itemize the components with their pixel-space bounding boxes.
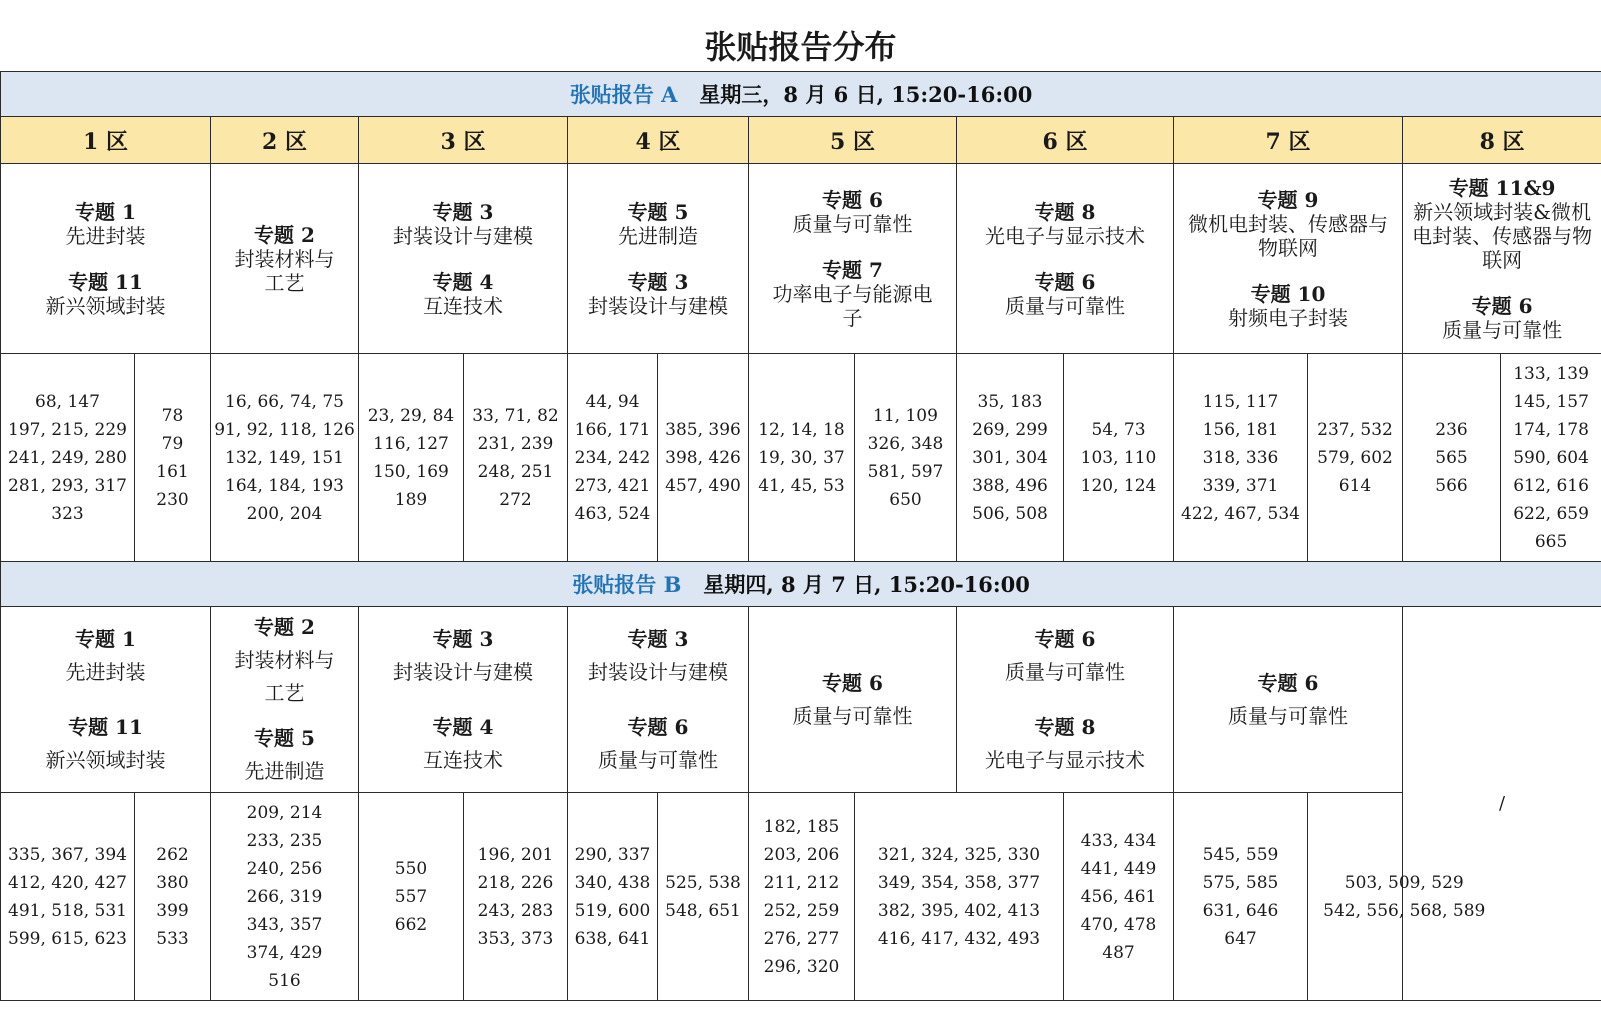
topic-heading: 专题 3 xyxy=(627,626,689,651)
topic-heading: 专题 6 xyxy=(822,187,883,212)
poster-number-line: 203, 206 xyxy=(763,844,840,865)
topic-heading: 专题 4 xyxy=(432,269,494,294)
topic-cell xyxy=(1,164,211,354)
poster-number-line: 612, 616 xyxy=(1513,475,1589,496)
zone-header-row xyxy=(1,117,1601,164)
topic-cell xyxy=(359,607,568,793)
topic-cell xyxy=(568,164,749,354)
session-a-topics-row xyxy=(1,164,1601,354)
poster-number-line: 321, 324, 325, 330 xyxy=(877,844,1041,865)
topic-name: 先进封装 xyxy=(65,223,146,248)
poster-number-line: 164, 184, 193 xyxy=(225,475,344,496)
poster-number-line: 545, 559 xyxy=(1202,844,1279,865)
poster-number-line: 579, 602 xyxy=(1317,447,1393,468)
poster-number-line: 650 xyxy=(889,489,922,510)
session-a-numbers-row xyxy=(1,354,1601,562)
poster-number-line: 103, 110 xyxy=(1080,447,1157,468)
poster-number-line: 647 xyxy=(1224,928,1257,949)
session-b-topics-row xyxy=(1,607,1601,793)
poster-number-line: 566 xyxy=(1435,475,1468,496)
poster-number-line: 503, 509, 529 xyxy=(1344,872,1464,893)
poster-numbers xyxy=(1174,354,1308,562)
poster-number-line: 156, 181 xyxy=(1202,419,1279,440)
topic-name: 射频电子封装 xyxy=(1228,305,1348,330)
session-b-header xyxy=(1,562,1601,607)
poster-number-line: 301, 304 xyxy=(972,447,1048,468)
poster-numbers xyxy=(568,354,658,562)
topic-cell xyxy=(749,607,957,793)
poster-number-line: 318, 336 xyxy=(1202,447,1279,468)
poster-number-line: 248, 251 xyxy=(477,461,554,482)
poster-number-line: 525, 538 xyxy=(665,872,741,893)
poster-numbers xyxy=(211,354,359,562)
topic-name: 质量与可靠性 xyxy=(1228,703,1348,728)
poster-number-line: 296, 320 xyxy=(763,956,840,977)
topic-heading: 专题 9 xyxy=(1257,187,1319,212)
topic-heading: 专题 6 xyxy=(1257,670,1319,695)
poster-number-line: 79 xyxy=(161,433,184,454)
zone-header: 1 区 xyxy=(1,117,211,164)
topic-name: 互连技术 xyxy=(423,747,503,772)
topic-heading: 专题 7 xyxy=(822,257,883,282)
poster-number-line: 68, 147 xyxy=(35,391,100,412)
poster-number-line: 416, 417, 432, 493 xyxy=(877,928,1041,949)
poster-number-line: 343, 357 xyxy=(246,914,323,935)
poster-numbers xyxy=(211,793,359,1001)
poster-number-line: 132, 149, 151 xyxy=(225,447,344,468)
topic-name: 封装材料与工艺 xyxy=(234,246,335,295)
poster-numbers xyxy=(464,793,568,1001)
topic-name: 质量与可靠性 xyxy=(1005,659,1125,684)
topic-name: 先进制造 xyxy=(618,223,698,248)
poster-numbers xyxy=(749,793,855,1001)
poster-numbers xyxy=(359,793,464,1001)
poster-number-line: 262 xyxy=(156,844,189,865)
topic-name: 封装设计与建模 xyxy=(588,293,728,318)
poster-number-line: 533 xyxy=(156,928,189,949)
topic-name: 新兴领域封装 xyxy=(45,747,166,772)
topic-name: 封装材料与工艺 xyxy=(234,648,335,705)
page-title: 张贴报告分布 xyxy=(704,28,897,66)
poster-numbers xyxy=(1308,354,1403,562)
poster-number-line: 211, 212 xyxy=(763,872,840,893)
topic-name: 互连技术 xyxy=(423,293,503,318)
poster-number-line: 548, 651 xyxy=(665,900,741,921)
poster-number-line: 281, 293, 317 xyxy=(8,475,127,496)
poster-number-line: 11, 109 xyxy=(873,405,938,426)
poster-number-line: 234, 242 xyxy=(574,447,651,468)
poster-number-line: 241, 249, 280 xyxy=(8,447,127,468)
poster-number-line: 19, 30, 37 xyxy=(758,447,845,468)
poster-numbers xyxy=(1,793,135,1001)
topic-name: 封装设计与建模 xyxy=(393,659,533,684)
topic-heading: 专题 4 xyxy=(432,714,494,739)
poster-number-line: 150, 169 xyxy=(373,461,449,482)
poster-number-line: 115, 117 xyxy=(1202,391,1279,412)
topic-heading: 专题 3 xyxy=(432,626,494,651)
session-b-name: 张贴报告 B xyxy=(572,572,682,597)
topic-name: 微机电封装、传感器与物联网 xyxy=(1188,211,1388,260)
poster-number-line: 398, 426 xyxy=(665,447,741,468)
poster-number-line: 133, 139 xyxy=(1513,363,1589,384)
poster-numbers xyxy=(1,354,135,562)
poster-number-line: 516 xyxy=(268,970,301,991)
topic-heading: 专题 11 xyxy=(68,714,143,739)
topic-heading: 专题 2 xyxy=(254,615,315,639)
poster-number-line: 565 xyxy=(1435,447,1468,468)
poster-number-line: 335, 367, 394 xyxy=(8,844,127,865)
poster-number-line: 41, 45, 53 xyxy=(758,475,845,496)
poster-number-line: 463, 524 xyxy=(574,503,651,524)
session-a-name: 张贴报告 A xyxy=(569,82,678,107)
zone-header: 6 区 xyxy=(957,117,1174,164)
poster-number-line: 382, 395, 402, 413 xyxy=(877,900,1041,921)
topic-cell xyxy=(957,164,1174,354)
poster-number-line: 339, 371 xyxy=(1202,475,1279,496)
topic-name: 先进封装 xyxy=(65,659,146,684)
poster-number-line: 240, 256 xyxy=(246,858,323,879)
poster-numbers xyxy=(135,354,211,562)
topic-heading: 专题 3 xyxy=(627,269,689,294)
poster-number-line: 550 xyxy=(394,858,428,879)
poster-number-line: 174, 178 xyxy=(1513,419,1589,440)
poster-number-line: 116, 127 xyxy=(373,433,449,454)
poster-numbers xyxy=(658,793,749,1001)
poster-numbers xyxy=(1064,354,1174,562)
poster-number-line: 599, 615, 623 xyxy=(8,928,127,949)
poster-number-line: 575, 585 xyxy=(1202,872,1279,893)
poster-number-line: 272 xyxy=(499,489,532,510)
poster-number-line: 120, 124 xyxy=(1080,475,1157,496)
poster-numbers xyxy=(749,354,855,562)
session-a-time: 星期三，8 月 6 日, 15:20-16:00 xyxy=(699,82,1033,107)
poster-number-line: 353, 373 xyxy=(477,928,554,949)
zone-header: 4 区 xyxy=(568,117,749,164)
topic-heading: 专题 5 xyxy=(254,726,315,750)
poster-numbers xyxy=(135,793,211,1001)
poster-number-line: 233, 235 xyxy=(246,830,323,851)
poster-number-line: 374, 429 xyxy=(246,942,323,963)
topic-cell xyxy=(749,164,957,354)
topic-name: 质量与可靠性 xyxy=(1005,293,1125,318)
topic-heading: 专题 6 xyxy=(1034,269,1096,294)
topic-name: 光电子与显示技术 xyxy=(985,223,1145,248)
poster-number-line: 662 xyxy=(394,914,428,935)
poster-number-line: 614 xyxy=(1338,475,1372,496)
poster-number-line: 470, 478 xyxy=(1080,914,1157,935)
zone-8-empty-cell: / xyxy=(1403,607,1601,1001)
poster-number-line: 422, 467, 534 xyxy=(1181,503,1300,524)
poster-number-line: 456, 461 xyxy=(1080,886,1157,907)
topic-cell xyxy=(957,607,1174,793)
topic-name: 功率电子与能源电子 xyxy=(772,281,933,330)
topic-name: 光电子与显示技术 xyxy=(985,747,1145,772)
poster-number-line: 182, 185 xyxy=(763,816,840,837)
poster-number-line: 399 xyxy=(156,900,189,921)
poster-number-line: 54, 73 xyxy=(1091,419,1146,440)
topic-heading: 专题 11&9 xyxy=(1448,175,1556,200)
poster-number-line: 166, 171 xyxy=(574,419,651,440)
zone-header: 7 区 xyxy=(1174,117,1403,164)
poster-number-line: 269, 299 xyxy=(972,419,1048,440)
poster-number-line: 23, 29, 84 xyxy=(367,405,455,426)
topic-name: 质量与可靠性 xyxy=(792,211,913,236)
poster-number-line: 638, 641 xyxy=(574,928,651,949)
topic-cell xyxy=(1174,164,1403,354)
topic-cell xyxy=(1,607,211,793)
topic-name: 新兴领域封装&微机电封装、传感器与物联网 xyxy=(1412,199,1593,272)
topic-heading: 专题 6 xyxy=(627,714,689,739)
poster-number-line: 78 xyxy=(161,405,184,426)
poster-number-line: 326, 348 xyxy=(867,433,944,454)
poster-number-line: 209, 214 xyxy=(246,802,323,823)
poster-number-line: 16, 66, 74, 75 xyxy=(225,391,344,412)
poster-number-line: 218, 226 xyxy=(477,872,554,893)
poster-number-line: 542, 556, 568, 589 xyxy=(1323,900,1486,921)
topic-name: 新兴领域封装 xyxy=(45,293,166,318)
topic-name: 质量与可靠性 xyxy=(792,703,913,728)
poster-number-line: 243, 283 xyxy=(477,900,554,921)
poster-number-line: 12, 14, 18 xyxy=(758,419,845,440)
topic-name: 封装设计与建模 xyxy=(588,659,728,684)
topic-heading: 专题 1 xyxy=(75,626,136,651)
topic-cell xyxy=(211,607,359,793)
poster-number-line: 506, 508 xyxy=(972,503,1048,524)
topic-heading: 专题 6 xyxy=(1471,293,1533,318)
poster-number-line: 457, 490 xyxy=(665,475,741,496)
poster-number-line: 35, 183 xyxy=(977,391,1043,412)
topic-name: 封装设计与建模 xyxy=(393,223,533,248)
poster-number-line: 491, 518, 531 xyxy=(8,900,127,921)
poster-numbers xyxy=(957,354,1064,562)
poster-number-line: 91, 92, 118, 126 xyxy=(214,419,355,440)
poster-number-line: 412, 420, 427 xyxy=(8,872,127,893)
poster-number-line: 581, 597 xyxy=(867,461,944,482)
poster-number-line: 161 xyxy=(156,461,189,482)
poster-number-line: 252, 259 xyxy=(763,900,840,921)
topic-cell xyxy=(359,164,568,354)
poster-number-line: 665 xyxy=(1534,531,1568,552)
poster-number-line: 196, 201 xyxy=(477,844,554,865)
zone-header: 5 区 xyxy=(749,117,957,164)
topic-heading: 专题 11 xyxy=(68,269,143,294)
topic-heading: 专题 10 xyxy=(1250,281,1326,306)
topic-name: 质量与可靠性 xyxy=(598,747,718,772)
poster-number-line: 590, 604 xyxy=(1513,447,1589,468)
poster-numbers xyxy=(464,354,568,562)
topic-cell xyxy=(1403,164,1601,354)
session-b-numbers-row xyxy=(1,793,1601,1001)
poster-number-line: 441, 449 xyxy=(1080,858,1157,879)
poster-number-line: 487 xyxy=(1102,942,1135,963)
poster-number-line: 349, 354, 358, 377 xyxy=(877,872,1041,893)
poster-number-line: 197, 215, 229 xyxy=(8,419,127,440)
poster-numbers xyxy=(1308,793,1501,1001)
poster-schedule-table xyxy=(0,71,1601,1001)
poster-number-line: 433, 434 xyxy=(1080,830,1157,851)
poster-numbers xyxy=(568,793,658,1001)
poster-numbers xyxy=(855,793,1064,1001)
topic-heading: 专题 6 xyxy=(822,670,883,695)
poster-numbers xyxy=(1064,793,1174,1001)
poster-number-line: 231, 239 xyxy=(477,433,554,454)
poster-number-line: 631, 646 xyxy=(1202,900,1279,921)
topic-heading: 专题 3 xyxy=(432,199,494,224)
topic-cell xyxy=(1174,607,1403,793)
poster-numbers xyxy=(1501,354,1601,562)
session-a-header xyxy=(1,72,1601,117)
poster-number-line: 145, 157 xyxy=(1513,391,1589,412)
session-b-time: 星期四, 8 月 7 日, 15:20-16:00 xyxy=(703,572,1030,597)
poster-numbers xyxy=(1174,793,1308,1001)
poster-number-line: 340, 438 xyxy=(574,872,651,893)
poster-number-line: 290, 337 xyxy=(574,844,651,865)
poster-number-line: 189 xyxy=(394,489,428,510)
poster-number-line: 276, 277 xyxy=(763,928,840,949)
poster-number-line: 200, 204 xyxy=(246,503,323,524)
topic-heading: 专题 2 xyxy=(254,222,315,247)
poster-number-line: 266, 319 xyxy=(246,886,323,907)
poster-number-line: 33, 71, 82 xyxy=(472,405,559,426)
poster-number-line: 388, 496 xyxy=(972,475,1048,496)
topic-heading: 专题 1 xyxy=(75,199,136,224)
topic-name: 质量与可靠性 xyxy=(1442,317,1563,342)
topic-heading: 专题 6 xyxy=(1034,626,1096,651)
zone-header: 8 区 xyxy=(1403,117,1601,164)
poster-number-line: 323 xyxy=(51,503,84,524)
poster-numbers xyxy=(855,354,957,562)
poster-numbers xyxy=(1403,354,1501,562)
poster-number-line: 44, 94 xyxy=(585,391,640,412)
zone-header: 3 区 xyxy=(359,117,568,164)
poster-numbers xyxy=(658,354,749,562)
poster-number-line: 236 xyxy=(1435,419,1468,440)
zone-header: 2 区 xyxy=(211,117,359,164)
topic-cell xyxy=(568,607,749,793)
poster-number-line: 385, 396 xyxy=(665,419,741,440)
topic-heading: 专题 5 xyxy=(627,199,689,224)
poster-number-line: 273, 421 xyxy=(574,475,651,496)
poster-number-line: 557 xyxy=(394,886,428,907)
poster-number-line: 230 xyxy=(156,489,189,510)
topic-heading: 专题 8 xyxy=(1034,199,1096,224)
topic-cell xyxy=(211,164,359,354)
topic-heading: 专题 8 xyxy=(1034,714,1096,739)
poster-number-line: 519, 600 xyxy=(574,900,651,921)
poster-numbers xyxy=(359,354,464,562)
poster-number-line: 380 xyxy=(156,872,189,893)
topic-name: 先进制造 xyxy=(244,759,325,783)
poster-number-line: 622, 659 xyxy=(1513,503,1589,524)
poster-number-line: 237, 532 xyxy=(1317,419,1393,440)
